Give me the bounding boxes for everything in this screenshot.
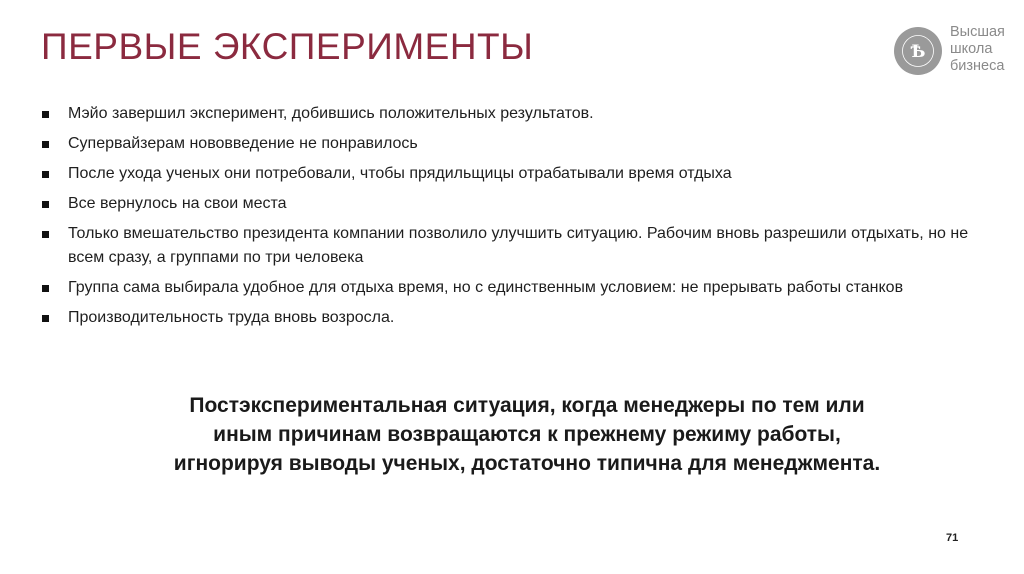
bullet-marker-icon bbox=[42, 201, 49, 208]
slide-title: ПЕРВЫЕ ЭКСПЕРИМЕНТЫ bbox=[41, 26, 534, 67]
conclusion-text: Постэкспериментальная ситуация, когда менеджеры по тем или иным причинам возвращаются к прежнему режиму работы, игнорируя выводы ученых, достаточно типична для менеджмента. bbox=[173, 394, 881, 475]
logo-line-1: Высшая bbox=[950, 24, 1005, 40]
bullet-item bbox=[40, 192, 990, 216]
bullet-marker-icon bbox=[42, 285, 49, 292]
bullet-text: Производительность труда вновь возросла. bbox=[68, 309, 395, 326]
hse-emblem-icon bbox=[893, 26, 943, 76]
bullet-marker-icon bbox=[42, 315, 49, 322]
page-number: 71 bbox=[946, 532, 959, 544]
bullet-marker-icon bbox=[42, 231, 49, 238]
hse-business-school-logo bbox=[893, 24, 1013, 80]
bullet-text: Все вернулось на свои места bbox=[68, 195, 287, 212]
emblem-glyph: Ѣ bbox=[910, 42, 926, 62]
bullet-text: Мэйо завершил эксперимент, добившись положительных результатов. bbox=[68, 105, 594, 122]
bullet-text: После ухода ученых они потребовали, чтобы прядильщицы отрабатывали время отдыха bbox=[68, 165, 732, 182]
logo-text bbox=[950, 24, 1005, 75]
bullet-text: Группа сама выбирала удобное для отдыха время, но с единственным условием: не прерывать работы станков bbox=[68, 279, 904, 296]
bullet-item bbox=[40, 102, 990, 126]
logo-line-3: бизнеса bbox=[950, 58, 1005, 74]
bullet-item bbox=[40, 276, 990, 300]
bullet-item bbox=[40, 162, 990, 186]
bullet-item bbox=[40, 222, 990, 270]
bullet-item bbox=[40, 132, 990, 156]
bullet-marker-icon bbox=[42, 141, 49, 148]
bullet-text: Только вмешательство президента компании позволило улучшить ситуацию. Рабочим вновь разрешили отдыхать, но не всем сразу, а группами по три человека bbox=[68, 225, 969, 266]
bullet-text: Супервайзерам нововведение не понравилось bbox=[68, 135, 418, 152]
bullet-item bbox=[40, 306, 990, 330]
bullet-marker-icon bbox=[42, 111, 49, 118]
logo-line-2: школа bbox=[950, 41, 993, 57]
bullet-marker-icon bbox=[42, 171, 49, 178]
bullet-list bbox=[40, 102, 990, 336]
